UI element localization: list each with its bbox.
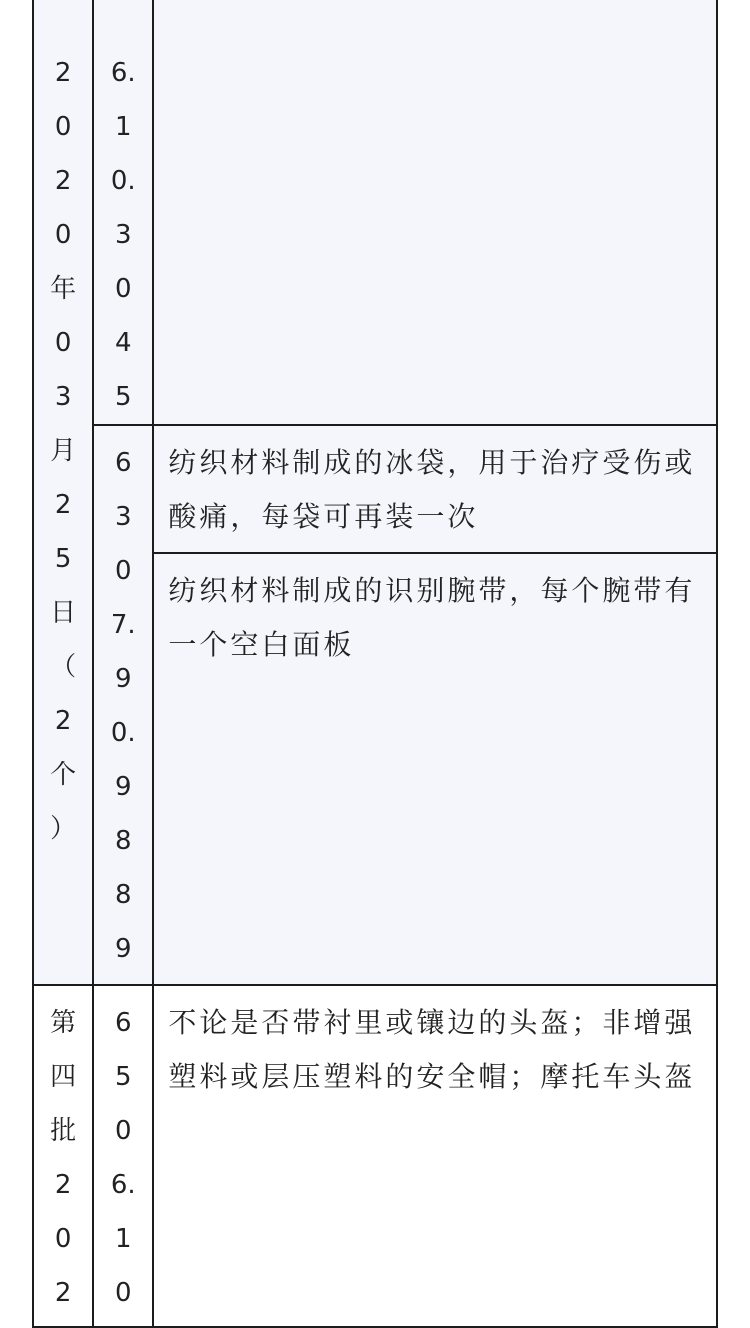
vertical-char: 0 [54, 328, 72, 358]
item-description: 纺织材料制成的冰袋，用于治疗受伤或酸痛，每袋可再装一次 [168, 446, 696, 533]
vertical-char: 2 [54, 1170, 72, 1200]
vertical-char: 2 [54, 166, 72, 196]
hs-code-vertical-text [94, 426, 152, 976]
vertical-char: 5 [54, 544, 72, 574]
vertical-char: 9 [114, 664, 132, 694]
description-cell [153, 985, 717, 1327]
hs-code-cell [93, 425, 153, 985]
vertical-char: 4 [114, 328, 132, 358]
hs-code-cell [93, 0, 153, 425]
vertical-char: 0. [110, 718, 136, 748]
vertical-char: 9 [114, 934, 132, 964]
vertical-char [94, 0, 152, 46]
vertical-char: 3 [114, 220, 132, 250]
batch-date-cell [33, 0, 93, 985]
vertical-char: 8 [114, 826, 132, 856]
vertical-char: 日 [50, 598, 77, 628]
vertical-char: 3 [54, 382, 72, 412]
vertical-char: 1 [114, 112, 132, 142]
description-cell [153, 425, 717, 553]
vertical-char: 6 [114, 448, 132, 478]
tariff-exclusion-table [32, 0, 718, 1328]
hs-code-vertical-text [94, 0, 152, 424]
batch-date-cell [33, 985, 93, 1327]
vertical-char: 个 [50, 760, 77, 790]
vertical-char: 6. [110, 58, 136, 88]
vertical-char: 0 [114, 556, 132, 586]
batch-date-vertical-text [34, 0, 92, 856]
vertical-char: 5 [114, 382, 132, 412]
vertical-char: 7. [110, 610, 136, 640]
vertical-char: 2 [54, 1278, 72, 1308]
vertical-char: 四 [50, 1062, 77, 1092]
vertical-char: 月 [50, 436, 77, 466]
vertical-char [34, 0, 92, 46]
vertical-char: 0 [114, 1278, 132, 1308]
vertical-char: 0 [54, 220, 72, 250]
vertical-char: 3 [114, 502, 132, 532]
hs-code-vertical-text [94, 986, 152, 1320]
vertical-char: 年 [50, 274, 77, 304]
table-row [33, 0, 717, 425]
vertical-char: 2 [54, 58, 72, 88]
description-cell [153, 553, 717, 985]
vertical-char: 0. [110, 166, 136, 196]
vertical-char: （ [50, 652, 77, 682]
vertical-char: 5 [114, 1062, 132, 1092]
table-row [33, 985, 717, 1327]
vertical-char: 6 [114, 1008, 132, 1038]
vertical-char: 6. [110, 1170, 136, 1200]
vertical-char: 0 [54, 1224, 72, 1254]
vertical-char: 0 [114, 274, 132, 304]
item-description: 不论是否带衬里或镶边的头盔；非增强塑料或层压塑料的安全帽；摩托车头盔 [168, 1006, 696, 1093]
table-row [33, 425, 717, 553]
vertical-char: 1 [114, 1224, 132, 1254]
vertical-char: 0 [114, 1116, 132, 1146]
hs-code-cell [93, 985, 153, 1327]
description-cell [153, 0, 717, 425]
vertical-char: 批 [50, 1116, 77, 1146]
vertical-char: 9 [114, 772, 132, 802]
vertical-char: 第 [50, 1008, 77, 1038]
item-description: 纺织材料制成的识别腕带，每个腕带有一个空白面板 [168, 574, 696, 661]
vertical-char: 8 [114, 880, 132, 910]
vertical-char: ） [50, 814, 77, 844]
vertical-char: 2 [54, 490, 72, 520]
vertical-char: 2 [54, 706, 72, 736]
batch-date-vertical-text [34, 986, 92, 1320]
vertical-char: 0 [54, 112, 72, 142]
